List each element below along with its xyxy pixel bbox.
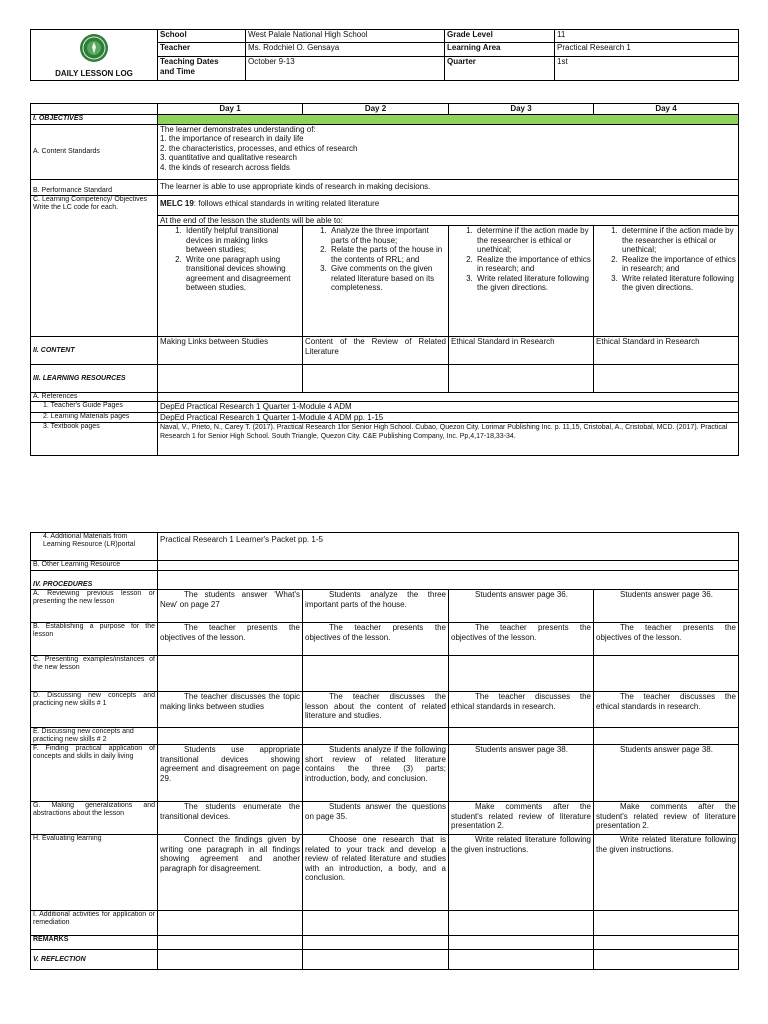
learning-materials-text: DepEd Practical Research 1 Quarter 1-Module 4 ADM pp. 1-15 [158,412,739,423]
header-value: Practical Research 1 [555,43,739,57]
header-value: West Palale National High School [246,30,445,43]
procedure-label: H. Evaluating learning [31,835,158,911]
procedure-cell [303,728,449,745]
objective-item: 1. Identify helpful transitional devices in making links between studies; [184,226,300,255]
section-title: IV. PROCEDURES [31,571,158,590]
day-objectives [158,226,303,337]
procedure-cell: Students answer the questions on page 35. [303,802,449,835]
procedure-cell [594,728,739,745]
procedure-cell: Students analyze the three important parts of the house. [303,590,449,623]
header-table [30,29,739,81]
objective-item: 2. Write one paragraph using transitional devices showing agreement and disagreement between studies. [184,255,300,293]
performance-standard-text: The learner is able to use appropriate kinds of research in making decisions. [158,179,739,195]
procedure-cell: The teacher presents the objectives of the lesson. [449,623,594,656]
row-label: 1. Teacher's Guide Pages [31,402,158,413]
procedure-cell: The students answer 'What's New' on page 27 [158,590,303,623]
day-header: Day 4 [594,104,739,115]
row-label: 3. Textbook pages [31,423,158,456]
procedure-cell: Write related literature following the given instructions. [594,835,739,911]
day-header: Day 1 [158,104,303,115]
lesson-table-page2 [30,532,739,970]
objectives-intro: At the end of the lesson the students will be able to: [158,215,739,226]
header-value: October 9-13 [246,57,445,81]
header-label: Teaching Dates and Time [158,57,246,81]
header-label: Learning Area [445,43,555,57]
procedure-cell: The teacher discusses the ethical standards in research. [449,692,594,728]
objectives-bar [158,114,739,124]
day-header: Day 2 [303,104,449,115]
day-objectives [303,226,449,337]
row-label: 4. Additional Materials from Learning Resource (LR)portal [31,533,158,561]
procedure-cell: The teacher presents the objectives of the lesson. [158,623,303,656]
procedure-cell [158,911,303,936]
header-value: Ms. Rodchiel O. Gensaya [246,43,445,57]
row-label: A. References [31,393,158,402]
melc-text [158,195,739,215]
objective-item: 1. determine if the action made by the researcher is ethical or unethical; [475,226,591,255]
section-title: II. CONTENT [31,337,158,365]
row-label: C. Learning Competency/ Objectives Write the LC code for each. [31,195,158,337]
objective-item: 3. Write related literature following the given directions. [620,274,736,293]
header-label: Grade Level [445,30,555,43]
row-label: 2. Learning Materials pages [31,412,158,423]
procedure-cell [158,728,303,745]
procedure-label: E. Discussing new concepts and practicing new skills # 2 [31,728,158,745]
content-cell: Ethical Standard in Research [594,337,739,365]
day-objectives [449,226,594,337]
procedure-cell: The students enumerate the transitional devices. [158,802,303,835]
objective-item: 3. Give comments on the given related literature based on its completeness. [329,264,446,293]
additional-materials-text: Practical Research 1 Learner's Packet pp. 1-5 [158,533,739,561]
reflection-label: V. REFLECTION [31,950,158,970]
log-title: DAILY LESSON LOG [55,69,133,79]
procedure-cell [303,911,449,936]
content-cell: Content of the Review of Related Literature [303,337,449,365]
content-standards-text: The learner demonstrates understanding of: 1. the importance of research in daily life 2. the characteristics, processes, and ethics of research 3. quantitative and qualitative research 4. the kinds of research across fields [158,124,739,179]
procedure-cell: Students use appropriate transitional devices showing agreement and disagreement on page 29. [158,745,303,802]
procedure-label: I. Additional activities for application or remediation [31,911,158,936]
procedure-cell [594,911,739,936]
procedure-cell [449,656,594,692]
procedure-cell: Students answer page 36. [449,590,594,623]
header-value: 11 [555,30,739,43]
objective-item: 2. Realize the importance of ethics in research; and [620,255,736,274]
day-header: Day 3 [449,104,594,115]
section-title: I. OBJECTIVES [31,114,158,124]
remarks-label: REMARKS [31,936,158,950]
objective-item: 2. Relate the parts of the house in the contents of RRL; and [329,245,446,264]
content-cell: Ethical Standard in Research [449,337,594,365]
logo-cell [31,30,158,81]
header-label: School [158,30,246,43]
melc-description: : follows ethical standards in writing related literature [193,198,380,208]
procedure-cell: Choose one research that is related to your track and develop a review of related literature and studies with an introduction, a body, and a conclusion. [303,835,449,911]
procedure-cell [158,656,303,692]
procedure-cell: The teacher discusses the ethical standards in research. [594,692,739,728]
procedure-cell: Make comments after the student's related review of literature presentation 2. [594,802,739,835]
procedure-cell [449,911,594,936]
procedure-cell: The teacher discusses the lesson about the content of related literature and studies. [303,692,449,728]
teachers-guide-text: DepEd Practical Research 1 Quarter 1-Module 4 ADM [158,402,739,413]
objective-item: 2. Realize the importance of ethics in research; and [475,255,591,274]
procedure-cell [303,656,449,692]
lesson-table-page1 [30,103,739,456]
header-label: Quarter [445,57,555,81]
procedure-cell: The teacher presents the objectives of the lesson. [594,623,739,656]
objective-item: 1. Analyze the three important parts of the house; [329,226,446,245]
textbook-text: Naval, V., Prieto, N., Carey T. (2017). Practical Research 1for Senior High School. Cubao, Quezon City. Lorimar Publishing Inc. p. 11,15, Cristobal, A., Cristobal, MCD. (2017). Practical Research 1 for Senior High School. South Triangle, Quezon City. C&E Publishing Company, Inc. Pp,4,17-18,33-34. [158,423,739,456]
procedure-cell: Students answer page 38. [449,745,594,802]
procedure-cell: Make comments after the student's related review of literature presentation 2. [449,802,594,835]
content-cell: Making Links between Studies [158,337,303,365]
procedure-label: B. Establishing a purpose for the lesson [31,623,158,656]
procedure-cell: Students answer page 36. [594,590,739,623]
procedure-label: C. Presenting examples/instances of the new lesson [31,656,158,692]
header-label: Teacher [158,43,246,57]
procedure-label: G. Making generalizations and abstractions about the lesson [31,802,158,835]
deped-seal-icon [79,33,109,63]
day-objectives [594,226,739,337]
row-label: B. Performance Standard [31,179,158,195]
procedure-cell: Students answer page 38. [594,745,739,802]
procedure-cell: Write related literature following the given instructions. [449,835,594,911]
procedure-label: A. Reviewing previous lesson or presenting the new lesson [31,590,158,623]
procedure-cell [449,728,594,745]
procedure-cell: Connect the findings given by writing one paragraph in all findings showing agreement and another paragraph for disagreement. [158,835,303,911]
objective-item: 1. determine if the action made by the researcher is ethical or unethical; [620,226,736,255]
objective-item: 3. Write related literature following the given directions. [475,274,591,293]
row-label: B. Other Learning Resource [31,561,158,571]
procedure-cell [594,656,739,692]
melc-code: MELC 19 [160,198,194,208]
procedure-cell: The teacher discusses the topic making links between studies [158,692,303,728]
procedure-label: D. Discussing new concepts and practicing new skills # 1 [31,692,158,728]
procedure-label: F. Finding practical application of concepts and skills in daily living [31,745,158,802]
header-value: 1st [555,57,739,81]
procedure-cell: Students analyze if the following short review of related literature contains the three (3) parts; introduction, body, and conclusion. [303,745,449,802]
section-title: III. LEARNING RESOURCES [31,365,158,393]
row-label: A. Content Standards [31,124,158,179]
procedure-cell: The teacher presents the objectives of the lesson. [303,623,449,656]
